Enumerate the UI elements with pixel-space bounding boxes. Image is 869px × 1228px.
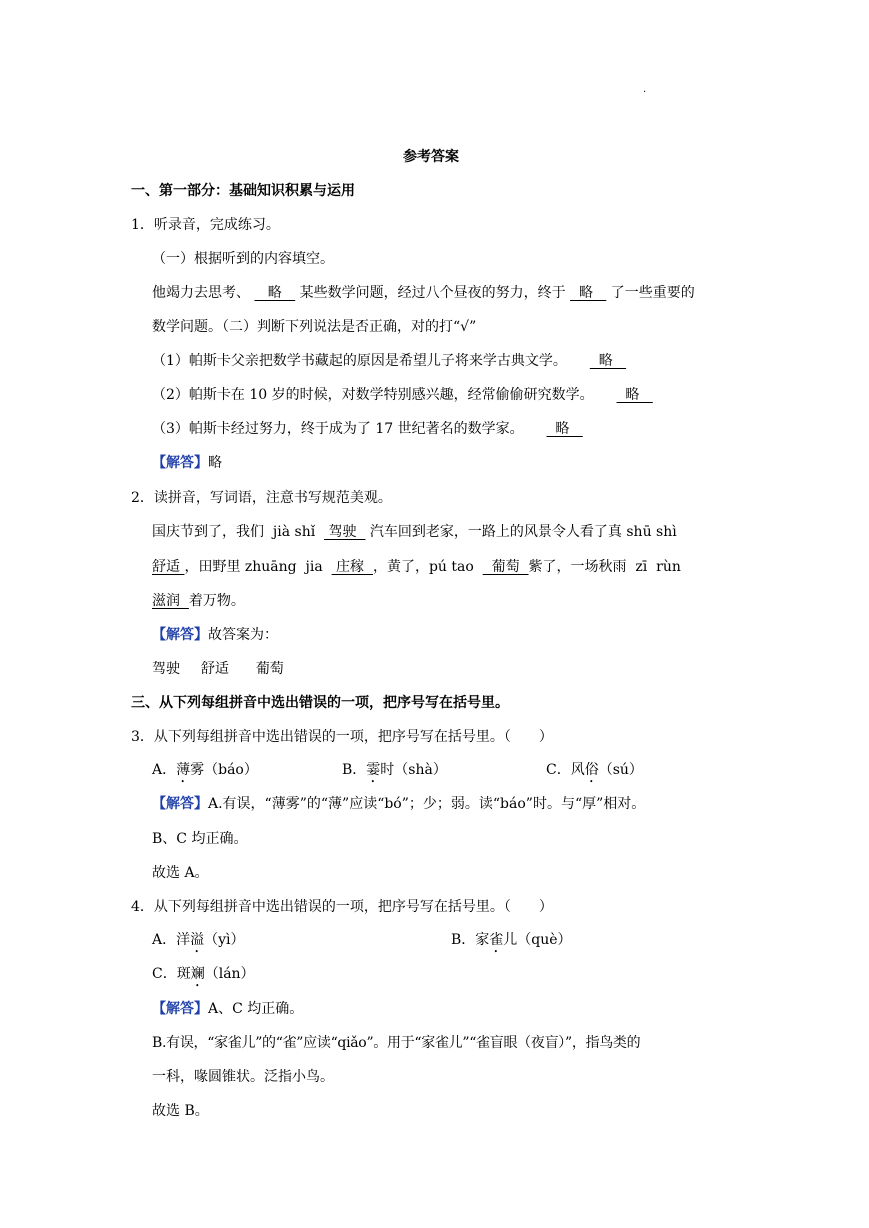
q3-option-c-dotted: 俗	[584, 762, 599, 778]
q2-para-line1	[152, 522, 677, 542]
q1-item1	[152, 351, 626, 371]
q1-item2	[152, 385, 653, 405]
q4-option-b-rest: 儿（què）	[503, 932, 572, 948]
q1-answer-text: 略	[208, 455, 222, 471]
q4-answer-line3: 一科，喙圆锥状。泛指小鸟。	[152, 1069, 334, 1085]
q2-p3-b: 着万物。	[188, 593, 245, 609]
q1-line1-c: 了一些重要的	[610, 285, 695, 301]
q3-option-a-dotted: 薄	[176, 762, 191, 778]
q3-option-c-rest: （sú）	[598, 762, 643, 778]
q3-conclusion: 故选 A。	[152, 865, 209, 881]
q4-option-a-rest: （yì）	[204, 932, 245, 948]
q2-answer-word: 舒适	[200, 661, 229, 677]
q1-blank1: 略	[254, 285, 296, 301]
q4-option-b-dotted: 雀	[489, 932, 504, 948]
q3-option-a	[152, 760, 258, 786]
q3-option-b-dotted: 霎	[366, 762, 381, 778]
q4-answer-line2: B.有误，“家雀儿”的“雀”应读“qiǎo”。用于“家雀儿”“雀盲眼（夜盲）”，指鸟类的	[152, 1035, 641, 1051]
q4-option-a-dotted: 溢	[190, 932, 205, 948]
q2-para-line2	[152, 557, 681, 577]
q1-item1-blank: 略	[589, 353, 627, 369]
q2-answer-word: 驾驶	[152, 661, 180, 677]
q1-item1-text: （1）帕斯卡父亲把数学书藏起的原因是希望儿子将来学古典文学。	[152, 353, 567, 369]
q4-option-c-label: C．斑	[152, 966, 191, 982]
q3-option-b-rest: 时（shà）	[380, 762, 447, 778]
section3-heading: 三、从下列每组拼音中选出错误的一项，把序号写在括号里。	[131, 695, 509, 711]
q2-answer-words	[152, 659, 284, 679]
q1-item3	[152, 419, 583, 439]
q1-line1	[152, 283, 695, 303]
q4-answer	[152, 999, 303, 1019]
q4-conclusion: 故选 B。	[152, 1103, 209, 1119]
q2-p1-b: 汽车回到老家，一路上的风景令人看了真 shū shì	[369, 524, 677, 540]
q1-line1-b: 某些数学问题，经过八个昼夜的努力，终于	[299, 285, 566, 301]
q4-option-b-label: B．家	[451, 932, 490, 948]
q3-answer	[152, 794, 645, 814]
q2-stem: 2．读拼音，写词语，注意书写规范美观。	[131, 490, 392, 506]
q3-option-a-label: A．	[152, 762, 177, 778]
q4-option-c-rest: （lán）	[204, 966, 255, 982]
q2-word4: 葡萄	[482, 559, 529, 575]
q1-item2-text: （2）帕斯卡在 10 岁的时候，对数学特别感兴趣，经常偷偷研究数学。	[152, 387, 594, 403]
q2-answer-tag: 【解答】	[152, 627, 208, 643]
q4-answer-text: A、C 均正确。	[208, 1001, 304, 1017]
q4-option-b	[451, 930, 572, 956]
q4-option-a-label: A．洋	[152, 932, 191, 948]
q3-option-b	[342, 760, 447, 786]
q2-word3: 庄稼	[331, 559, 373, 575]
q1-item3-text: （3）帕斯卡经过努力，终于成为了 17 世纪著名的数学家。	[152, 421, 524, 437]
q1-stem: 1．听录音，完成练习。	[131, 217, 280, 233]
page-title: 参考答案	[403, 149, 459, 165]
q2-word2: 舒适	[152, 559, 185, 575]
q2-word1: 驾驶	[324, 524, 366, 540]
q2-p1-a: 国庆节到了，我们 jià shǐ	[152, 524, 320, 540]
q3-option-c-label: C．风	[546, 762, 585, 778]
q2-p2-a: ，田野里 zhuāng jia	[184, 559, 328, 575]
q3-answer-line2: B、C 均正确。	[152, 831, 248, 847]
q4-option-c-dotted: 斓	[190, 966, 205, 982]
q4-stem: 4．从下列每组拼音中选出错误的一项，把序号写在括号里。（ ）	[131, 899, 553, 915]
q1-answer	[152, 453, 222, 473]
q1-line1-a: 他竭力去思考、	[152, 285, 250, 301]
q2-p2-b: ，黄了，pú tao	[372, 559, 479, 575]
q3-stem: 3．从下列每组拼音中选出错误的一项，把序号写在括号里。（ ）	[131, 729, 553, 745]
q4-option-c	[152, 964, 255, 990]
q1-item3-blank: 略	[546, 421, 583, 437]
q2-answer-word: 葡萄	[255, 661, 284, 677]
q2-p2-c: 紫了，一场秋雨 zī rùn	[528, 559, 681, 575]
q3-option-a-rest: 雾（báo）	[190, 762, 258, 778]
q1-line2: 数学问题。（二）判断下列说法是否正确，对的打“√”	[152, 319, 477, 335]
q2-para-line3	[152, 591, 245, 611]
q1-blank2: 略	[570, 285, 607, 301]
q3-option-b-label: B．	[342, 762, 367, 778]
q3-answer-tag: 【解答】	[152, 796, 208, 812]
q2-answer-text: 故答案为：	[208, 627, 278, 643]
q2-answer	[152, 625, 278, 645]
q4-answer-tag: 【解答】	[152, 1001, 208, 1017]
q1-item2-blank: 略	[616, 387, 653, 403]
q4-option-a	[152, 930, 245, 956]
q3-option-c	[546, 760, 643, 786]
q2-word5: 滋润	[152, 593, 189, 609]
q1-sub1: （一）根据听到的内容填空。	[152, 251, 334, 267]
q1-answer-tag: 【解答】	[152, 455, 208, 471]
q3-answer-text: A.有误，“薄雾”的“薄”应读“bó”；少；弱。读“báo”时。与“厚”相对。	[208, 796, 646, 812]
section1-heading: 一、第一部分：基础知识积累与运用	[131, 183, 355, 199]
header-mark: .	[643, 84, 647, 95]
